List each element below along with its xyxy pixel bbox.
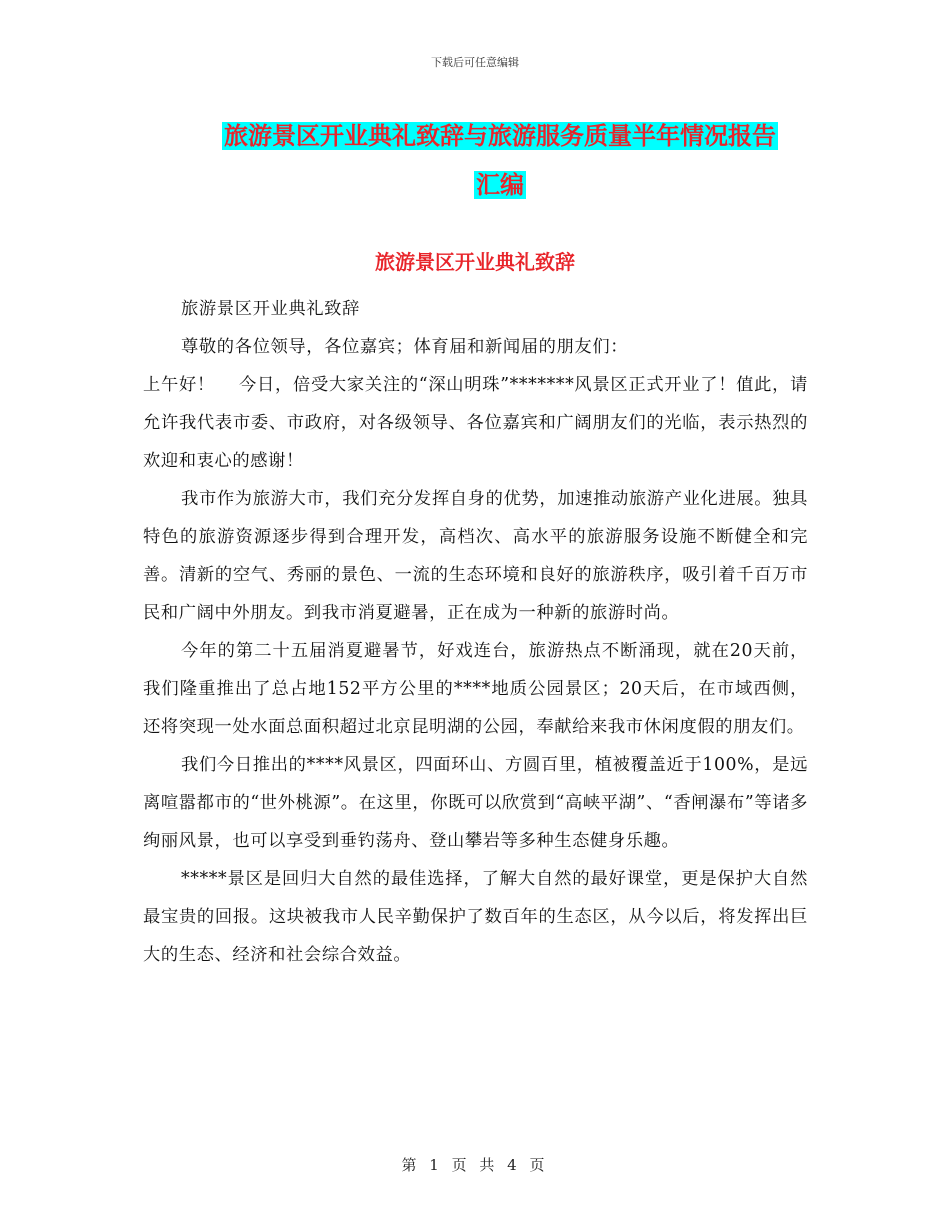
document-title-line-1: 旅游景区开业典礼致辞与旅游服务质量半年情况报告: [224, 122, 776, 150]
document-body: [143, 290, 808, 974]
paragraph: 我们今日推出的****风景区，四面环山、方圆百里，植被覆盖近于100%，是远离喧嚣都市的“世外桃源”。在这里，你既可以欣赏到“高峡平湖”、“香闸瀑布”等诸多绚丽风景，也可以享受到垂钓荡舟、登山攀岩等多种生态健身乐趣。: [143, 755, 808, 851]
header-note: 下载后可任意编辑: [431, 56, 519, 69]
page-number: 第 1 页 共 4 页: [401, 1156, 549, 1174]
paragraph-heading: 旅游景区开业典礼致辞: [181, 299, 360, 319]
paragraph-greeting: 上午好！ 今日，倍受大家关注的“深山明珠”*******风景区正式开业了！值此，请允许我代表市委、市政府，对各级领导、各位嘉宾和广阔朋友们的光临，表示热烈的欢迎和衷心的感谢！: [143, 375, 808, 471]
paragraph: 今年的第二十五届消夏避暑节，好戏连台，旅游热点不断涌现，就在20天前，我们隆重推出了总占地152平方公里的****地质公园景区；20天后，在市域西侧，还将突现一处水面总面积超过北京昆明湖的公园，奉献给来我市休闲度假的朋友们。: [143, 641, 808, 737]
paragraph-salutation: 尊敬的各位领导，各位嘉宾；体育届和新闻届的朋友们：: [181, 337, 629, 357]
paragraph: *****景区是回归大自然的最佳选择，了解大自然的最好课堂，更是保护大自然最宝贵的回报。这块被我市人民辛勤保护了数百年的生态区，从今以后，将发挥出巨大的生态、经济和社会综合效益。: [143, 869, 808, 965]
section-title: 旅游景区开业典礼致辞: [375, 250, 575, 274]
paragraph: 我市作为旅游大市，我们充分发挥自身的优势，加速推动旅游产业化进展。独具特色的旅游资源逐步得到合理开发，高档次、高水平的旅游服务设施不断健全和完善。清新的空气、秀丽的景色、一流的生态环境和良好的旅游秩序，吸引着千百万市民和广阔中外朋友。到我市消夏避暑，正在成为一种新的旅游时尚。: [143, 489, 808, 623]
document-title-line-2: 汇编: [476, 171, 524, 199]
document-title: [190, 112, 810, 210]
